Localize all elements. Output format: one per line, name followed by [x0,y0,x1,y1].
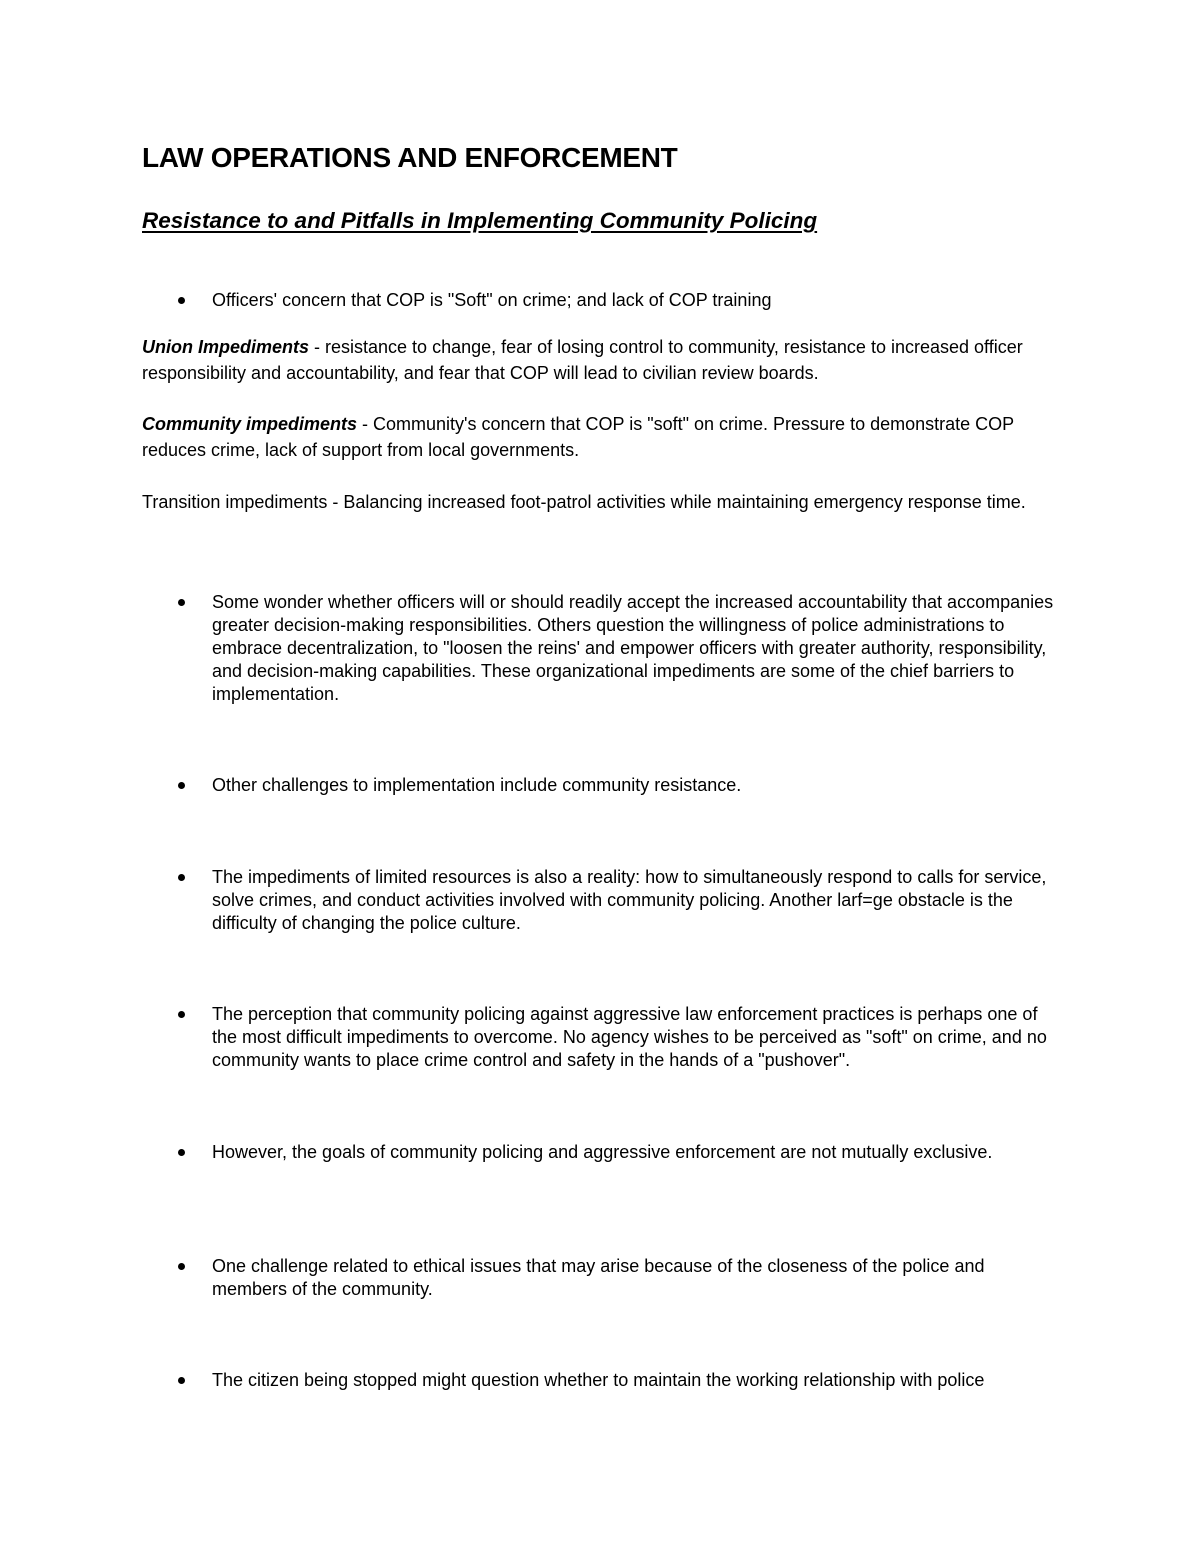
bullet-text: Some wonder whether officers will or should readily accept the increased accountability that accompanies greater decision-making responsibilities. Others question the willingness of police administrations to embrace decentralization, to "loosen the reins' and empower officers with greater authority, responsibility, and decision-making capabilities. These organizational impediments are some of the chief barriers to implementation. [212,592,1054,704]
bullet-icon [170,1369,212,1392]
bullet-icon [170,1003,212,1072]
bullet-icon [170,866,212,935]
paragraph-label: Union Impediments [142,337,310,357]
bullet-item [170,1141,1060,1164]
bullet-icon [170,1141,212,1164]
bullet-icon [170,1255,212,1301]
paragraph-text: - resistance to change, fear of losing control to community, resistance to increased officer responsibility and accountability, and fear that COP will lead to civilian review boards. [142,337,1023,383]
bullet-item [170,1369,1060,1392]
paragraph-label: Community impediments [142,414,358,434]
bullet-icon [170,289,212,312]
bullet-text: One challenge related to ethical issues that may arise because of the closeness of the police and members of the community. [212,1256,985,1299]
bullet-text: The citizen being stopped might question whether to maintain the working relationship with police [212,1370,985,1390]
bullet-item [170,591,1060,706]
bullet-item [170,1003,1060,1072]
bullet-text: The impediments of limited resources is also a reality: how to simultaneously respond to calls for service, solve crimes, and conduct activities involved with community policing. Another larf=ge obstacle is the difficulty of changing the police culture. [212,867,1047,933]
paragraph-text: Transition impediments - Balancing increased foot-patrol activities while maintaining emergency response time. [142,492,1026,512]
document-title: LAW OPERATIONS AND ENFORCEMENT [142,142,678,173]
document-subtitle: Resistance to and Pitfalls in Implementing Community Policing [142,208,818,233]
bullet-icon [170,591,212,706]
bullet-text: Officers' concern that COP is "Soft" on crime; and lack of COP training [212,290,772,310]
bullet-item [170,774,1060,797]
bullet-icon [170,774,212,797]
transition-impediments-paragraph [142,489,1062,515]
bullet-item [170,866,1060,935]
paragraph-text: - Community's concern that COP is "soft" on crime. Pressure to demonstrate COP reduces crime, lack of support from local governments. [142,414,1014,460]
bullet-text: The perception that community policing against aggressive law enforcement practices is perhaps one of the most difficult impediments to overcome. No agency wishes to be perceived as "soft" on crime, and no community wants to place crime control and safety in the hands of a "pushover". [212,1004,1047,1070]
bullet-text: Other challenges to implementation include community resistance. [212,775,742,795]
union-impediments-paragraph [142,334,1062,386]
bullet-item [170,289,1060,312]
bullet-item [170,1255,1060,1301]
community-impediments-paragraph [142,411,1062,463]
bullet-text: However, the goals of community policing and aggressive enforcement are not mutually exclusive. [212,1142,993,1162]
